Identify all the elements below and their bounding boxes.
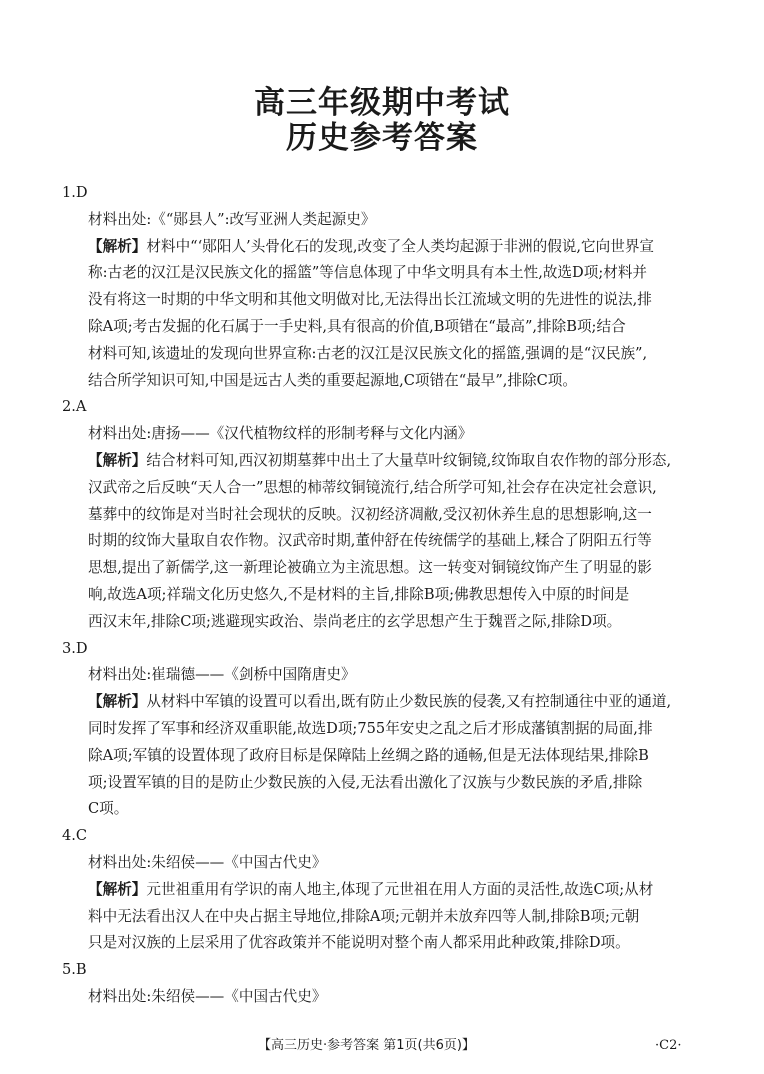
footer-code: ·C2·	[655, 1038, 682, 1053]
analysis-tag: 【解析】	[88, 880, 147, 898]
analysis-line: 【解析】材料中“‘郧阳人’头骨化石的发现,改变了全人类均起源于非洲的假说,它向世界宣	[88, 237, 655, 255]
answer-list	[62, 180, 702, 1011]
source-line: 材料出处:崔瑞德——《剑桥中国隋唐史》	[88, 666, 356, 684]
page-title-line2: 历史参考答案	[286, 120, 478, 156]
analysis-line: 墓葬中的纹饰是对当时社会现状的反映。汉初经济凋敝,受汉初休养生息的思想影响,这一	[88, 505, 652, 523]
analysis-line: 料中无法看出汉人在中央占据主导地位,排除A项;元朝并未放弃四等人制,排除B项;元朝	[88, 907, 640, 925]
analysis-line: 【解析】从材料中军镇的设置可以看出,既有防止少数民族的侵袭,又有控制通往中亚的通道,	[88, 693, 672, 711]
analysis-line: 称:古老的汉江是汉民族文化的摇篮”等信息体现了中华文明具有本土性,故选D项;材料并	[88, 264, 648, 282]
answer-number: 1.D	[62, 184, 88, 201]
answer-number: 4.C	[62, 827, 88, 845]
answer-number: 3.D	[62, 639, 88, 657]
analysis-line: 【解析】元世祖重用有学识的南人地主,体现了元世祖在用人方面的灵活性,故选C项;从材	[88, 880, 654, 898]
analysis-line: 结合所学知识可知,中国是远古人类的重要起源地,C项错在“最早”,排除C项。	[88, 371, 577, 389]
analysis-tag: 【解析】	[88, 237, 147, 255]
analysis-line: 没有将这一时期的中华文明和其他文明做对比,无法得出长江流域文明的先进性的说法,排	[88, 291, 652, 309]
analysis-line: 除A项;军镇的设置体现了政府目标是保障陆上丝绸之路的通畅,但是无法体现结果,排除B	[88, 746, 649, 764]
footer-page-info: 【高三历史·参考答案 第1页(共6页)】	[258, 1038, 475, 1053]
source-line: 材料出处:《“郧县人”:改写亚洲人类起源史》	[88, 210, 376, 228]
analysis-tag: 【解析】	[88, 451, 147, 469]
source-line: 材料出处:朱绍侯——《中国古代史》	[88, 987, 327, 1005]
analysis-line: 材料可知,该遗址的发现向世界宣称:古老的汉江是汉民族文化的摇篮,强调的是“汉民族”,	[88, 344, 648, 362]
analysis-line: 西汉末年,排除C项;逃避现实政治、崇尚老庄的玄学思想产生于魏晋之际,排除D项。	[88, 612, 622, 630]
source-line: 材料出处:朱绍侯——《中国古代史》	[88, 853, 327, 871]
source-line: 材料出处:唐扬——《汉代植物纹样的形制考释与文化内涵》	[88, 425, 473, 443]
page-footer	[0, 1036, 764, 1056]
analysis-line: 除A项;考古发掘的化石属于一手史料,具有很高的价值,B项错在“最高”,排除B项;结合	[88, 317, 626, 335]
analysis-line: C项。	[88, 800, 129, 818]
analysis-line: 时期的纹饰大量取自农作物。汉武帝时期,董仲舒在传统儒学的基础上,糅合了阴阳五行等	[88, 532, 652, 550]
analysis-line: 【解析】结合材料可知,西汉初期墓葬中出土了大量草叶纹铜镜,纹饰取自农作物的部分形态,	[88, 451, 672, 469]
analysis-line: 项;设置军镇的目的是防止少数民族的入侵,无法看出激化了汉族与少数民族的矛盾,排除	[88, 773, 643, 791]
page-title-line1: 高三年级期中考试	[254, 85, 510, 121]
analysis-tag: 【解析】	[88, 693, 147, 711]
answer-number: 2.A	[62, 398, 87, 416]
analysis-line: 只是对汉族的上层采用了优容政策并不能说明对整个南人都采用此种政策,排除D项。	[88, 934, 630, 952]
analysis-line: 汉武帝之后反映“天人合一”思想的柿蒂纹铜镜流行,结合所学可知,社会存在决定社会意识,	[88, 478, 657, 496]
analysis-line: 同时发挥了军事和经济双重职能,故选D项;755年安史之乱之后才形成藩镇割据的局面,排	[88, 719, 653, 737]
answer-number: 5.B	[62, 961, 87, 979]
analysis-line: 响,故选A项;祥瑞文化历史悠久,不是材料的主旨,排除B项;佛教思想传入中原的时间是	[88, 585, 630, 603]
analysis-line: 思想,提出了新儒学,这一新理论被确立为主流思想。这一转变对铜镜纹饰产生了明显的影	[88, 559, 652, 577]
